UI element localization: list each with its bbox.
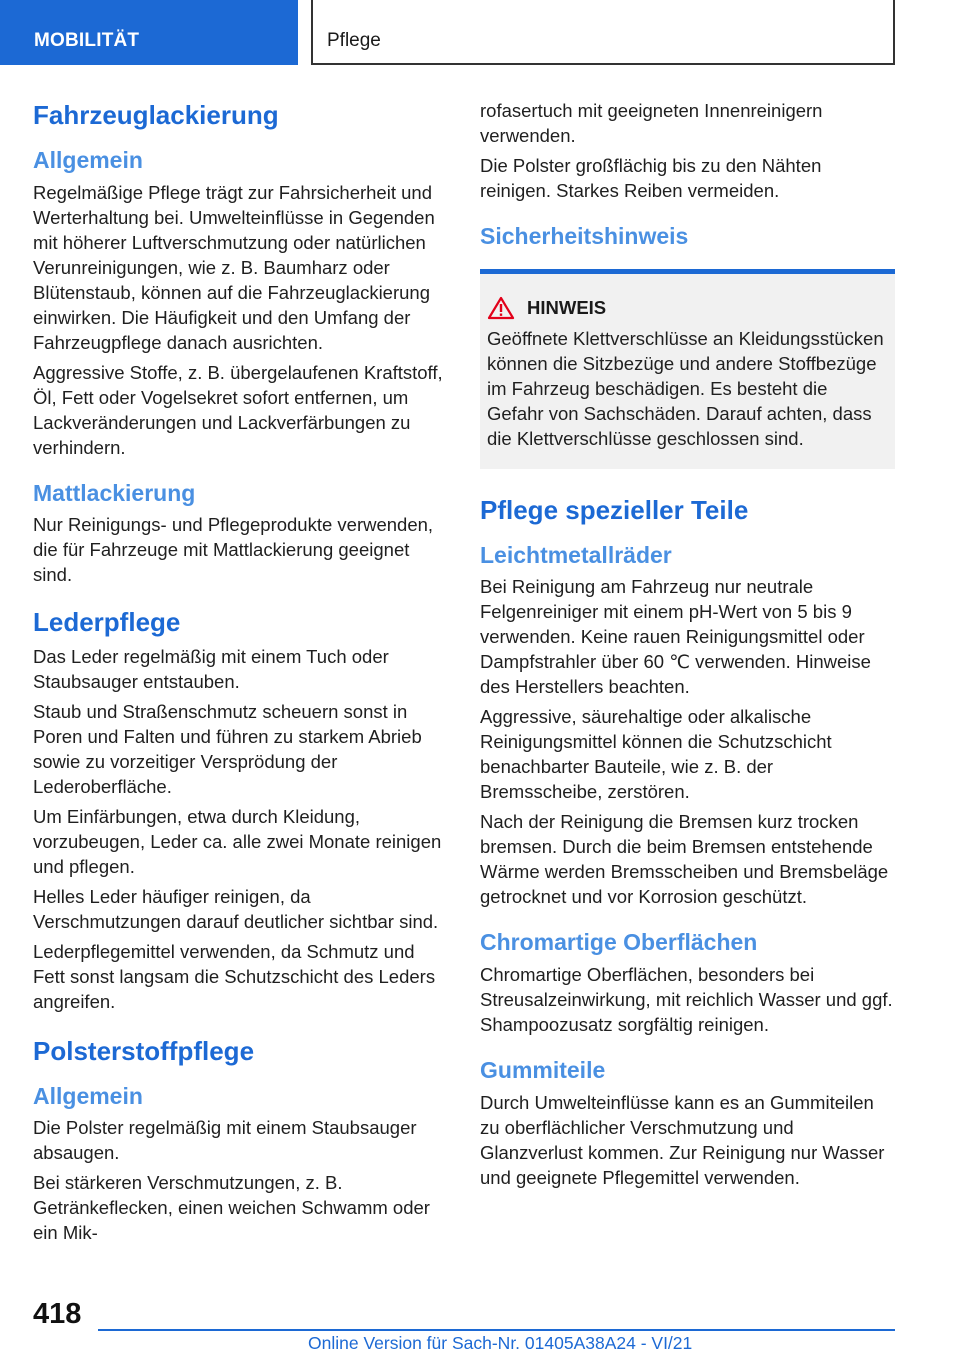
paragraph: Aggressive, säurehaltige oder alkalische Reinigungsmittel können die Schutzschicht benachbarter Bauteile, wie z. B. der Bremsscheibe, zerstören. [480,706,832,803]
left-column [33,100,449,1245]
section-tab [0,0,298,65]
warning-triangle-icon [487,296,515,320]
footer-divider [98,1329,895,1331]
heading-pflege-spezieller-teile: Pflege spezieller Teile [480,494,749,525]
paragraph: Um Einfärbungen, etwa durch Kleidung, vorzubeugen, Leder ca. alle zwei Monate reinigen und pflegen. [33,805,442,877]
heading-lederpflege: Lederpflege [33,607,181,638]
right-column [480,98,895,1190]
notice-box [480,269,895,469]
paragraph: Regelmäßige Pflege trägt zur Fahrsicherheit und Werterhaltung bei. Umwelteinflüsse in Gegenden mit höherer Luftverschmutzung oder natürlichen Verunreinigungen, wie z. B. Baumharz oder Blütenstaub, können auf die Fahrzeuglackierung einwirken. Die Häufigkeit und den Umfang der Fahrzeugpflege danach ausrichten. [33,181,435,353]
paragraph: Nur Reinigungs- und Pflegeprodukte verwenden, die für Fahrzeuge mit Mattlackierung geeignet sind. [33,514,434,586]
heading-allgemein: Allgemein [33,1082,143,1109]
heading-polsterstoffpflege: Polsterstoffpflege [33,1035,255,1066]
heading-allgemein: Allgemein [33,147,143,174]
paragraph: Staub und Straßenschmutz scheuern sonst in Poren und Falten und führen zu starkem Abrieb sowie zu vorzeitiger Versprödung der Lederoberfläche. [33,700,422,797]
heading-mattlackierung: Mattlackierung [33,479,196,506]
paragraph: rofasertuch mit geeigneten Innenreinigern verwenden. [480,100,823,146]
chapter-header [311,0,895,65]
notice-label: HINWEIS [527,296,607,318]
heading-leichtmetallraeder: Leichtmetallräder [480,541,672,568]
paragraph: Die Polster großflächig bis zu den Nähten reinigen. Starkes Reiben vermeiden. [480,155,822,201]
heading-gummiteile: Gummiteile [480,1056,606,1083]
notice-header [487,296,887,320]
paragraph: Bei stärkeren Verschmutzungen, z. B. Getränkeflecken, einen weichen Schwamm oder ein Mik- [33,1172,430,1244]
paragraph: Nach der Reinigung die Bremsen kurz trocken bremsen. Durch die beim Bremsen entstehende Wärme werden Bremsscheiben und Bremsbeläge getrocknet und vor Korrosion geschützt. [480,811,889,908]
section-label: MOBILITÄT [34,30,140,51]
page-number: 418 [33,1298,82,1330]
paragraph: Helles Leder häufiger reinigen, da Verschmutzungen darauf deutlicher sichtbar sind. [33,885,439,932]
chapter-label: Pflege [327,30,381,51]
paragraph: Chromartige Oberflächen, besonders bei Streusalzeinwirkung, mit reichlich Wasser und ggf. Shampoozusatz sorgfältig reinigen. [480,963,893,1035]
notice-text: Geöffnete Klettverschlüsse an Kleidungsstücken können die Sitzbezüge und andere Stoffbezüge im Fahrzeug beschädigen. Es besteht die Gefahr von Sachschäden. Darauf achten, dass die Klettverschlüsse geschlossen sind. [487,327,884,449]
heading-chromartige-oberflaechen: Chromartige Oberflächen [480,929,758,956]
paragraph: Lederpflegemittel verwenden, da Schmutz und Fett sonst langsam die Schutzschicht des Leders angreifen. [33,940,436,1012]
paragraph: Durch Umwelteinflüsse kann es an Gummiteilen zu oberflächlicher Verschmutzung und Glanzverlust kommen. Zur Reinigung nur Wasser und geeignete Pflegemittel verwenden. [480,1091,885,1188]
paragraph: Das Leder regelmäßig mit einem Tuch oder Staubsauger entstauben. [33,645,389,692]
paragraph: Die Polster regelmäßig mit einem Staubsauger absaugen. [33,1117,417,1164]
paragraph: Aggressive Stoffe, z. B. übergelaufenen Kraftstoff, Öl, Fett oder Vogelsekret sofort entfernen, um Lackveränderungen und Lackverfärbungen zu verhindern. [33,361,443,458]
heading-sicherheitshinweis: Sicherheitshinweis [480,223,689,249]
paragraph: Bei Reinigung am Fahrzeug nur neutrale Felgenreiniger mit einem pH-Wert von 5 bis 9 verwenden. Keine rauen Reinigungsmittel oder Dampfstrahler über 60 ℃ verwenden. Hinweise des Herstellers beachten. [480,576,871,698]
online-version-link[interactable]: Online Version für Sach-Nr. 01405A38A24 - VI/21 [308,1333,693,1353]
heading-fahrzeuglackierung: Fahrzeuglackierung [33,100,279,130]
